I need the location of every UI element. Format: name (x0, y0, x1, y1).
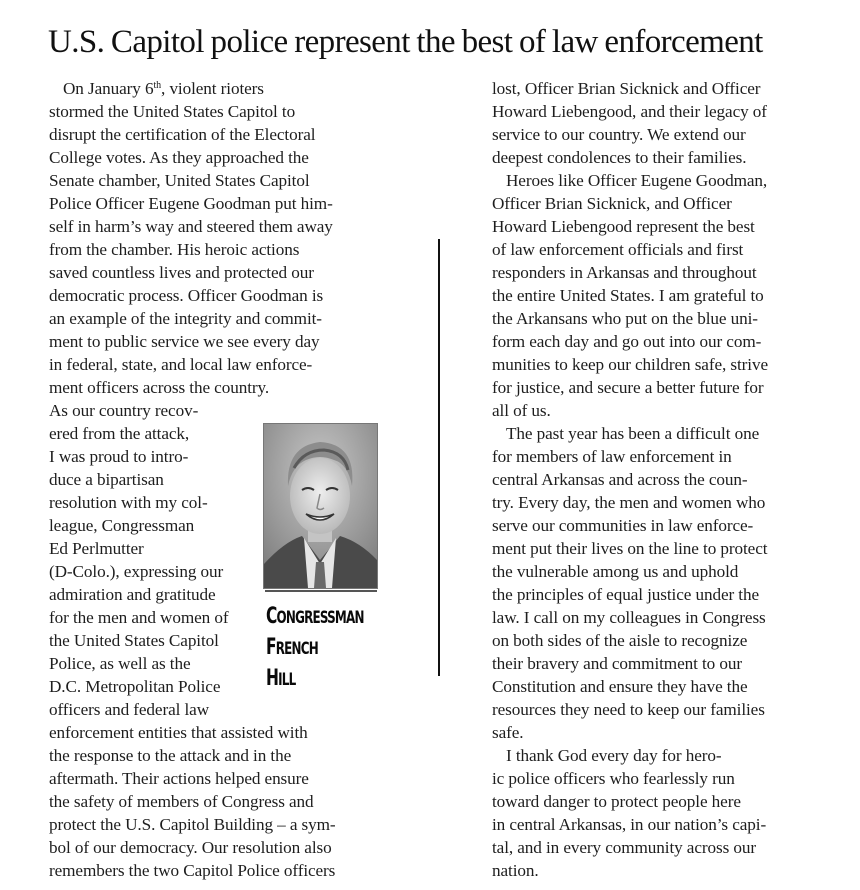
text-line: in central Arkansas, in our nation’s capi- (492, 815, 767, 834)
text-line: try. Every day, the men and women who (492, 493, 766, 512)
text-line: for the men and women of (49, 608, 229, 627)
text-line: ment officers across the country. (49, 378, 270, 397)
column-divider (438, 239, 440, 676)
text-line: munities to keep our children safe, strive (492, 355, 768, 374)
text-line: from the chamber. His heroic actions (49, 240, 300, 259)
text-line: Constitution and ensure they have the (492, 677, 748, 696)
text-line: deepest condolences to their families. (492, 148, 747, 167)
text-line: Police, as well as the (49, 654, 191, 673)
caption-line-1: CONGRESSMAN (266, 604, 364, 629)
text-line: service to our country. We extend our (492, 125, 746, 144)
text-line: all of us. (492, 401, 551, 420)
text-line: an example of the integrity and commit- (49, 309, 322, 328)
text-line: ment put their lives on the line to protect (492, 539, 768, 558)
text-line: league, Congressman (49, 516, 195, 535)
text-line: On January 6th, violent rioters (63, 79, 264, 98)
text-line: officers and federal law (49, 700, 210, 719)
text-line: resolution with my col- (49, 493, 208, 512)
text-line: for justice, and secure a better future for (492, 378, 764, 397)
text-line: As our country recov- (49, 401, 199, 420)
text-line: ered from the attack, (49, 424, 190, 443)
text-line: I was proud to intro- (49, 447, 189, 466)
text-line: their bravery and commitment to our (492, 654, 742, 673)
author-photo (263, 423, 378, 589)
text-line: College votes. As they approached the (49, 148, 309, 167)
text-line: the safety of members of Congress and (49, 792, 314, 811)
text-line: the principles of equal justice under the (492, 585, 759, 604)
article-column-right (492, 77, 832, 882)
text-line: ment to public service we see every day (49, 332, 320, 351)
text-line: remembers the two Capitol Police officers (49, 861, 336, 880)
text-line: bol of our democracy. Our resolution also (49, 838, 332, 857)
text-line: protect the U.S. Capitol Building – a sym- (49, 815, 336, 834)
text-line: ic police officers who fearlessly run (492, 769, 735, 788)
text-line: The past year has been a difficult one (506, 424, 760, 443)
text-line: Howard Liebengood, and their legacy of (492, 102, 767, 121)
portrait-image (264, 424, 377, 588)
text-line: Senate chamber, United States Capitol (49, 171, 310, 190)
text-line: disrupt the certification of the Electoral (49, 125, 316, 144)
text-line: stormed the United States Capitol to (49, 102, 296, 121)
text-line: nation. (492, 861, 539, 880)
text-line: for members of law enforcement in (492, 447, 732, 466)
text-line: saved countless lives and protected our (49, 263, 314, 282)
text-line: democratic process. Officer Goodman is (49, 286, 324, 305)
text-line: Howard Liebengood represent the best (492, 217, 755, 236)
text-line: form each day and go out into our com- (492, 332, 762, 351)
text-line: Ed Perlmutter (49, 539, 144, 558)
photo-caption (266, 602, 364, 695)
text-line: on both sides of the aisle to recognize (492, 631, 748, 650)
text-line: admiration and gratitude (49, 585, 216, 604)
text-line: the entire United States. I am grateful to (492, 286, 764, 305)
text-line: central Arkansas and across the coun- (492, 470, 748, 489)
caption-line-3: HILL (266, 666, 296, 691)
text-line: safe. (492, 723, 524, 742)
text-line: resources they need to keep our families (492, 700, 765, 719)
text-line: aftermath. Their actions helped ensure (49, 769, 309, 788)
text-line: toward danger to protect people here (492, 792, 741, 811)
text-line: of law enforcement officials and first (492, 240, 744, 259)
text-line: Officer Brian Sicknick, and Officer (492, 194, 732, 213)
text-line: enforcement entities that assisted with (49, 723, 308, 742)
caption-line-2: FRENCH (266, 635, 318, 660)
text-line: lost, Officer Brian Sicknick and Officer (492, 79, 761, 98)
text-line: in federal, state, and local law enforce- (49, 355, 313, 374)
text-line: duce a bipartisan (49, 470, 164, 489)
text-line: (D-Colo.), expressing our (49, 562, 224, 581)
text-line: the vulnerable among us and uphold (492, 562, 739, 581)
text-line: serve our communities in law enforce- (492, 516, 754, 535)
text-line: I thank God every day for hero- (506, 746, 722, 765)
photo-underline (265, 590, 377, 592)
text-line: the United States Capitol (49, 631, 219, 650)
text-line: Heroes like Officer Eugene Goodman, (506, 171, 768, 190)
text-line: the response to the attack and in the (49, 746, 292, 765)
text-line: the Arkansans who put on the blue uni- (492, 309, 758, 328)
text-line: self in harm’s way and steered them away (49, 217, 333, 236)
text-line: responders in Arkansas and throughout (492, 263, 757, 282)
text-line: Police Officer Eugene Goodman put him- (49, 194, 333, 213)
text-line: tal, and in every community across our (492, 838, 756, 857)
text-line: law. I call on my colleagues in Congress (492, 608, 766, 627)
article-headline: U.S. Capitol police represent the best of law enforcement (48, 24, 763, 60)
text-line: D.C. Metropolitan Police (49, 677, 221, 696)
